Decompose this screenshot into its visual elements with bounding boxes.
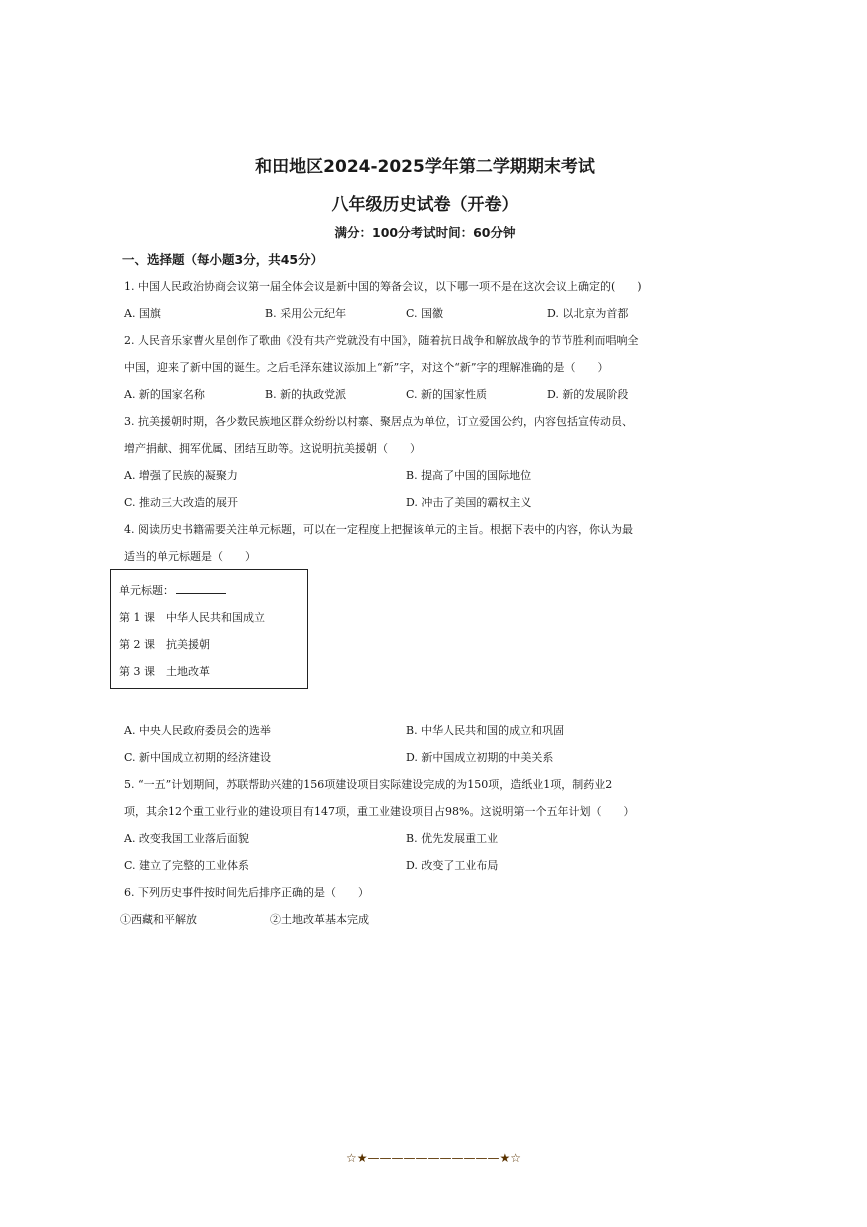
question-4-option-d: D. 新中国成立初期的中美关系 bbox=[406, 751, 554, 764]
question-2-option-a: A. 新的国家名称 bbox=[124, 388, 205, 401]
question-3-option-a: A. 增强了民族的凝聚力 bbox=[124, 469, 238, 482]
question-3-option-b: B. 提高了中国的国际地位 bbox=[406, 469, 532, 482]
section-heading: 一、选择题（每小题3分，共45分） bbox=[122, 252, 324, 267]
question-4-option-b: B. 中华人民共和国的成立和巩固 bbox=[406, 724, 565, 737]
exam-title: 和田地区2024-2025学年第二学期期末考试 bbox=[255, 157, 595, 177]
question-5-option-c: C. 建立了完整的工业体系 bbox=[124, 859, 250, 872]
unit-title-label: 单元标题： bbox=[119, 584, 174, 597]
question-6-item-1: ①西藏和平解放 bbox=[120, 913, 197, 926]
question-5-stem-line1: 5. “一五”计划期间，苏联帮助兴建的156项建设项目实际建设完成的为150项，造纸业1项，制药业2 bbox=[124, 778, 613, 791]
question-1-option-d: D. 以北京为首都 bbox=[547, 307, 629, 320]
question-3-option-d: D. 冲击了美国的霸权主义 bbox=[406, 496, 532, 509]
question-5-option-a: A. 改变我国工业落后面貌 bbox=[124, 832, 249, 845]
question-4-option-a: A. 中央人民政府委员会的选举 bbox=[124, 724, 271, 737]
question-4-stem-line2: 适当的单元标题是（ ） bbox=[124, 550, 256, 563]
question-4-option-c: C. 新中国成立初期的经济建设 bbox=[124, 751, 272, 764]
question-3-stem-line1: 3. 抗美援朝时期，各少数民族地区群众纷纷以村寨、聚居点为单位，订立爱国公约，内容包括宣传动员、 bbox=[124, 415, 633, 428]
question-5-stem-line2: 项，其余12个重工业行业的建设项目有147项，重工业建设项目占98%。这说明第一个五年计划（ ） bbox=[124, 805, 635, 818]
question-2-option-b: B. 新的执政党派 bbox=[265, 388, 347, 401]
question-3-stem-line2: 增产捐献、拥军优属、团结互助等。这说明抗美援朝（ ） bbox=[124, 442, 421, 455]
question-3-option-c: C. 推动三大改造的展开 bbox=[124, 496, 239, 509]
question-2-option-c: C. 新的国家性质 bbox=[406, 388, 488, 401]
question-1-option-a: A. 国旗 bbox=[124, 307, 161, 320]
question-2-stem-line2: 中国，迎来了新中国的诞生。之后毛泽东建议添加上“新”字，对这个“新”字的理解准确的是（ ） bbox=[124, 361, 609, 374]
question-4-stem-line1: 4. 阅读历史书籍需要关注单元标题，可以在一定程度上把握该单元的主旨。根据下表中的内容，你认为最 bbox=[124, 523, 633, 536]
unit-title-blank bbox=[176, 583, 226, 594]
question-1-option-b: B. 采用公元纪年 bbox=[265, 307, 347, 320]
question-5-option-b: B. 优先发展重工业 bbox=[406, 832, 499, 845]
lesson-2: 第 2 课 抗美援朝 bbox=[119, 638, 210, 651]
page-footer-ornament: ☆★———————————★☆ bbox=[345, 1151, 522, 1165]
question-1-stem: 1. 中国人民政治协商会议第一届全体会议是新中国的筹备会议，以下哪一项不是在这次会议上确定的( ) bbox=[124, 280, 642, 293]
question-6-stem: 6. 下列历史事件按时间先后排序正确的是（ ） bbox=[124, 886, 369, 899]
question-1-option-c: C. 国徽 bbox=[406, 307, 444, 320]
lesson-1: 第 1 课 中华人民共和国成立 bbox=[119, 611, 265, 624]
question-2-stem-line1: 2. 人民音乐家曹火星创作了歌曲《没有共产党就没有中国》，随着抗日战争和解放战争的节节胜利而唱响全 bbox=[124, 334, 639, 347]
unit-title-row bbox=[119, 582, 226, 598]
exam-subtitle: 八年级历史试卷（开卷） bbox=[331, 195, 519, 215]
question-6-item-2: ②土地改革基本完成 bbox=[270, 913, 369, 926]
question-5-option-d: D. 改变了工业布局 bbox=[406, 859, 499, 872]
score-time-info: 满分：100分考试时间：60分钟 bbox=[334, 225, 516, 240]
question-2-option-d: D. 新的发展阶段 bbox=[547, 388, 629, 401]
lesson-3: 第 3 课 土地改革 bbox=[119, 665, 210, 678]
unit-lessons-table bbox=[110, 569, 308, 689]
